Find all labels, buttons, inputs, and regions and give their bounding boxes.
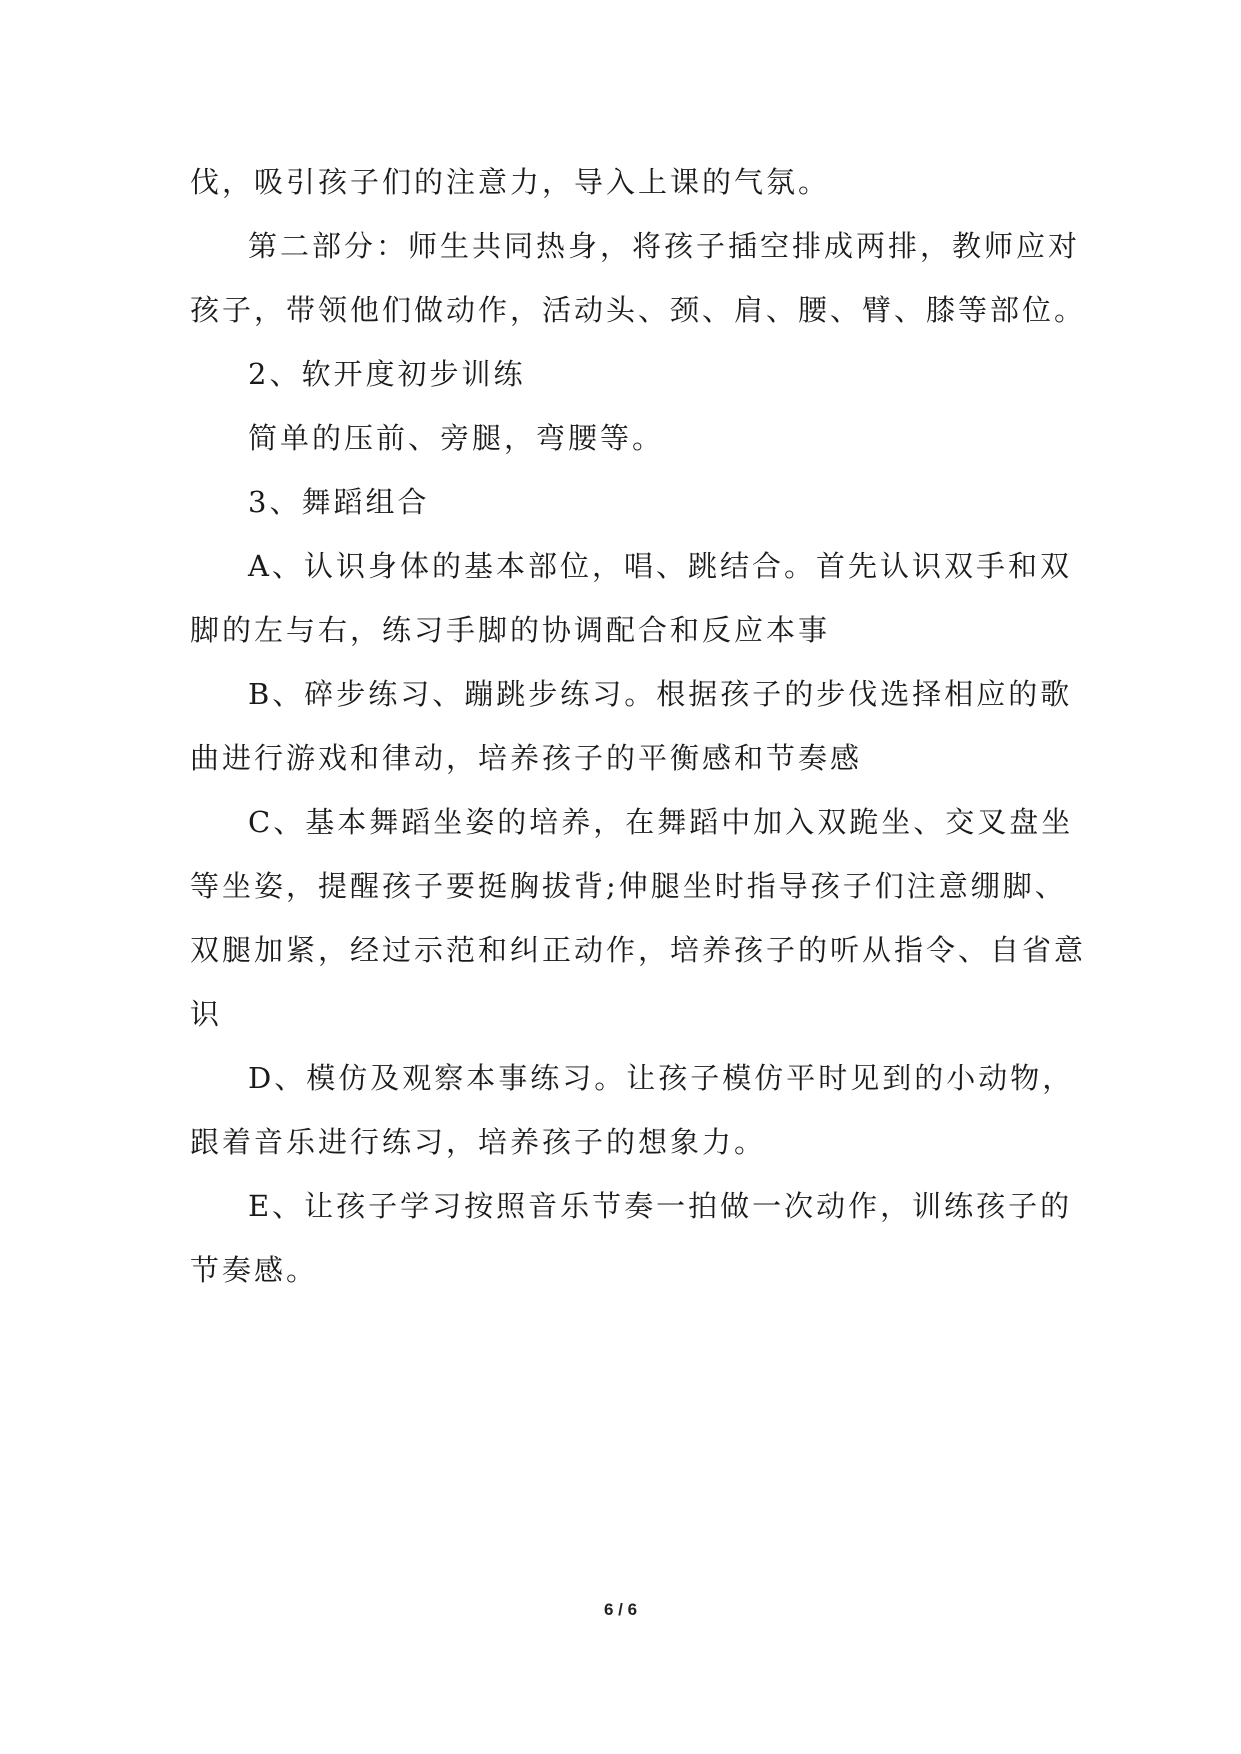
text-line: 跟着音乐进行练习，培养孩子的想象力。 [190,1125,767,1159]
section-heading: 3、舞蹈组合 [248,485,430,519]
text-line: 简单的压前、旁腿，弯腰等。 [248,421,665,455]
document-body [190,150,1087,1302]
text-line: 曲进行游戏和律动，培养孩子的平衡感和节奏感 [190,741,863,775]
text-line: 孩子，带领他们做动作，活动头、颈、肩、腰、臂、膝等部位。 [190,293,1087,327]
text-line: 双腿加紧，经过示范和纠正动作，培养孩子的听从指令、自省意 [190,933,1087,967]
text-line: A、认识身体的基本部位，唱、跳结合。首先认识双手和双 [248,549,1072,583]
text-line: B、碎步练习、蹦跳步练习。根据孩子的步伐选择相应的歌 [248,677,1073,711]
page-number: 6 / 6 [603,1600,638,1619]
text-line: 等坐姿，提醒孩子要挺胸拔背;伸腿坐时指导孩子们注意绷脚、 [190,869,1067,903]
text-line: 脚的左与右，练习手脚的协调配合和反应本事 [190,613,831,647]
text-line: C、基本舞蹈坐姿的培养，在舞蹈中加入双跪坐、交叉盘坐 [248,805,1074,839]
text-line: D、模仿及观察本事练习。让孩子模仿平时见到的小动物， [248,1061,1075,1095]
text-line: 识 [190,997,223,1031]
section-heading: 2、软开度初步训练 [248,357,526,391]
text-line: 第二部分：师生共同热身，将孩子插空排成两排，教师应对 [248,229,1081,263]
text-line: 节奏感。 [190,1253,319,1287]
text-line: 伐，吸引孩子们的注意力，导入上课的气氛。 [190,165,831,199]
text-line: E、让孩子学习按照音乐节奏一拍做一次动作，训练孩子的 [248,1189,1073,1223]
